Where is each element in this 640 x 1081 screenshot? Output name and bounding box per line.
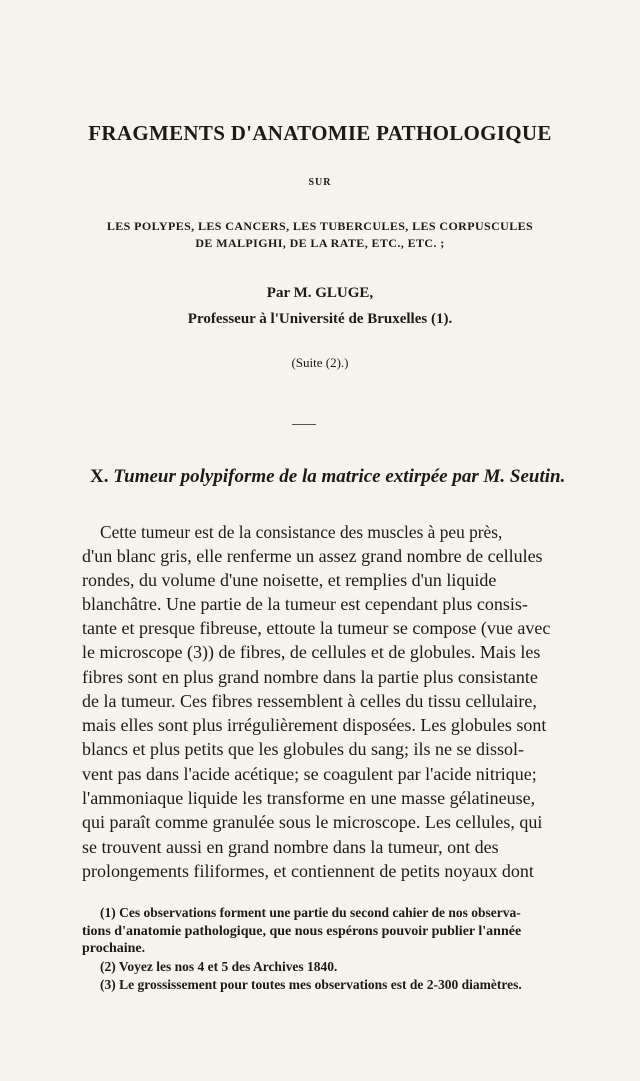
body-line: le microscope (3)) de fibres, de cellules et de globules. Mais les bbox=[82, 642, 541, 662]
body-line: qui paraît comme granulée sous le microscope. Les cellules, qui bbox=[82, 812, 543, 832]
subtitle-line-1: LES POLYPES, LES CANCERS, LES TUBERCULES, LES CORPUSCULES bbox=[106, 219, 534, 233]
body-line: l'ammoniaque liquide les transforme en une masse gélatineuse, bbox=[82, 788, 536, 808]
section-heading bbox=[90, 466, 590, 488]
sur-label: SUR bbox=[308, 177, 332, 188]
author-line: Par M. GLUGE, bbox=[266, 285, 374, 301]
body-line: blanchâtre. Une partie de la tumeur est cependant plus consis- bbox=[82, 594, 528, 614]
section-title: Tumeur polypiforme de la matrice extirpée par M. Seutin. bbox=[113, 466, 566, 487]
page-title: FRAGMENTS D'ANATOMIE PATHOLOGIQUE bbox=[88, 121, 552, 145]
section-number: X. bbox=[90, 466, 109, 487]
footnote-line: (3) Le grossissement pour toutes mes observations est de 2-300 diamètres. bbox=[100, 978, 522, 993]
body-line: prolongements filiformes, et contiennent de petits noyaux dont bbox=[82, 861, 534, 881]
footnote-line: prochaine. bbox=[82, 941, 146, 956]
footnote-line: (1) Ces observations forment une partie du second cahier de nos observa- bbox=[100, 906, 521, 921]
footnote-line: tions d'anatomie pathologique, que nous espérons pouvoir publier l'année bbox=[82, 924, 522, 939]
body-line: d'un blanc gris, elle renferme un assez grand nombre de cellules bbox=[82, 546, 543, 566]
separator-rule bbox=[292, 424, 316, 425]
affiliation-line: Professeur à l'Université de Bruxelles (1). bbox=[187, 311, 453, 327]
body-line: blancs et plus petits que les globules du sang; ils ne se dissol- bbox=[82, 739, 524, 759]
body-line: vent pas dans l'acide acétique; se coagulent par l'acide nitrique; bbox=[82, 764, 537, 784]
body-line: rondes, du volume d'une noisette, et remplies d'un liquide bbox=[82, 570, 497, 590]
body-line: de la tumeur. Ces fibres ressemblent à celles du tissu cellulaire, bbox=[82, 691, 537, 711]
body-line: fibres sont en plus grand nombre dans la partie plus consistante bbox=[82, 667, 538, 687]
body-line: Cette tumeur est de la consistance des muscles à peu près, bbox=[100, 522, 503, 542]
body-line: tante et presque fibreuse, ettoute la tumeur se compose (vue avec bbox=[82, 618, 551, 638]
suite-note: (Suite (2).) bbox=[291, 355, 349, 370]
body-line: se trouvent aussi en grand nombre dans la tumeur, ont des bbox=[82, 837, 499, 857]
body-line: mais elles sont plus irrégulièrement disposées. Les globules sont bbox=[82, 715, 547, 735]
subtitle-line-2: DE MALPIGHI, DE LA RATE, ETC., ETC. ; bbox=[195, 236, 445, 250]
footnote-line: (2) Voyez les nos 4 et 5 des Archives 1840. bbox=[100, 960, 338, 975]
